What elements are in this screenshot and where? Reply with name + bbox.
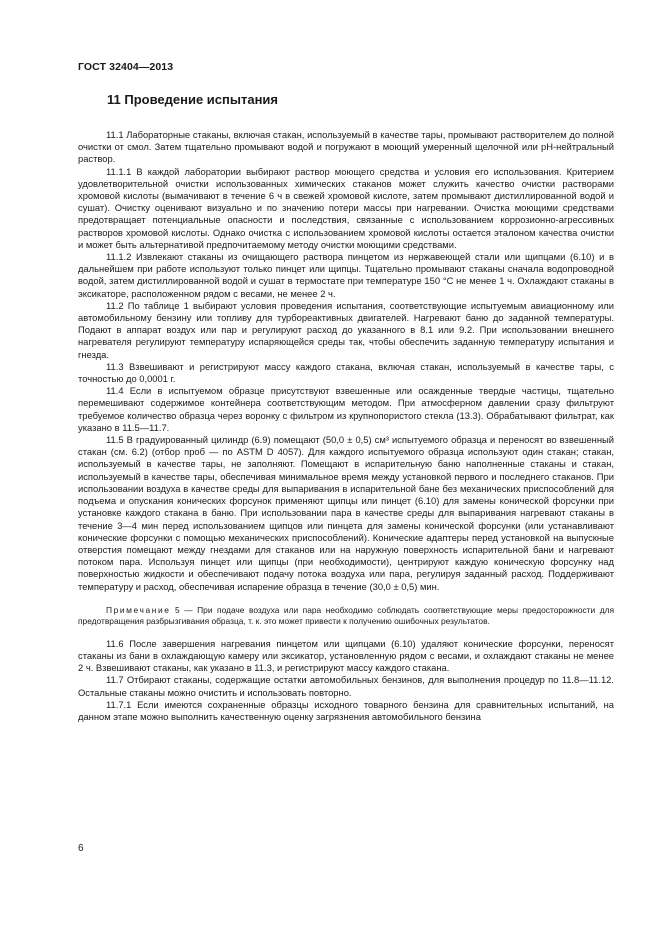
paragraph-11-1-1: 11.1.1 В каждой лаборатории выбирают раствор моющего средства и условия его использования. Критерием удовлетворительной очистки использованных химических стаканов может служить качество очистки растворами хромовой кислоты (вымачивают в течение 6 ч в свежей хромовой кислоте, затем промывают дистиллированной водой и сушат). Очистку оценивают визуально и по значению потери массы при нагревании. Очистка моющими средствами предотвращает потенциальные опасности и последствия, связанные с использованием коррозионно-агрессивных растворов хромовой кислоты. Однако очистка с использованием хромовой кислоты остается эталоном качества очистки и может быть альтернативой предпочитаемому методу очистки моющими средствами. — [78, 165, 614, 250]
paragraph-11-2: 11.2 По таблице 1 выбирают условия проведения испытания, соответствующие испытуемым авиационному или автомобильному бензину или топливу для турбореактивных двигателей. Нагревают баню до заданной температуры. Подают в аппарат воздух или пар и регулируют расход до указанного в 8.1 или 9.2. При использовании внешнего нагревателя регулируют температуру испаряющейся среды так, чтобы обеспечить заданную температуру испытания и гнезда. — [78, 299, 614, 360]
body-text — [78, 129, 614, 723]
note-number: 5 — [175, 604, 180, 615]
paragraph-11-6: 11.6 После завершения нагревания пинцетом или щипцами (6.10) удаляют конические форсунки, переносят стаканы из бани в охлаждающую камеру или эксикатор, установленную рядом с весами, и охлаждают стаканы не менее 2 ч. Взвешивают стаканы, как указано в 11.3, и регистрируют массу каждого стакана. — [78, 637, 614, 674]
note-5 — [78, 605, 614, 627]
note-text: — При подаче воздуха или пара необходимо соблюдать соответствующие меры предосторожности для предотвращения разбрызгивания образца, т. к. это может привести к получению ошибочных результатов. — [78, 604, 615, 626]
paragraph-11-1-2: 11.1.2 Извлекают стаканы из очищающего раствора пинцетом из нержавеющей стали или щипцами (6.10) и в дальнейшем при работе используют только пинцет или щипцы. Тщательно промывают стаканы сначала водопроводной водой, затем дистиллированной водой и сушат в термостате при температуре 150 °С не менее 1 ч. Охлаждают стаканы в эксикаторе, расположенном рядом с весами, не менее 2 ч. — [78, 251, 614, 299]
document-code: ГОСТ 32404—2013 — [78, 61, 174, 73]
paragraph-11-7: 11.7 Отбирают стаканы, содержащие остатки автомобильных бензинов, для выполнения процедур по 11.8—11.12. Остальные стаканы можно очистить и использовать повторно. — [78, 674, 614, 698]
note-label: Примечание — [106, 604, 171, 615]
section-title: 11 Проведение испытания — [107, 92, 278, 107]
paragraph-11-1: 11.1 Лабораторные стаканы, включая стакан, используемый в качестве тары, промывают растворителем до полной очистки от смол. Затем тщательно промывают водой и погружают в моющий умеренный щелочной или pH-нейтральный раствор. — [78, 129, 614, 165]
paragraph-11-3: 11.3 Взвешивают и регистрируют массу каждого стакана, включая стакан, используемый в качестве тары, с точностью до 0,0001 г. — [78, 360, 614, 385]
page-number: 6 — [78, 843, 84, 854]
paragraph-11-5: 11.5 В градуированный цилиндр (6.9) помещают (50,0 ± 0,5) см³ испытуемого образца и переносят во взвешенный стакан (см. 6.2) (отбор проб — по ASTM D 4057). Для каждого испытуемого образца используют один стакан; стакан, используемый в качестве тары, не заполняют. Помещают в испарительную баню наполненные стаканы и стакан, используемый в качестве тары, обеспечивая минимальное время между установкой первого и последнего стаканов. При использовании воздуха в качестве среды для выпаривания в испарительной бане без механических приспособлений для подъема и опускания конических форсунок применяют щипцы или пинцет (6.10) для замены конической форсунки при установке каждого стакана в баню. При использовании пара в качестве среды для выпаривания нагревают стаканы в течение 3—4 мин перед использованием щипцов или пинцета для замены конической форсунки (или устанавливают конические форсунки с помощью механических приспособлений). Конические адаптеры перед установкой на выпускные отверстия помещают между гнездами для стаканов или на наружную поверхность испарительной бани и нагревают потоком пара. Используя пинцет или щипцы (при необходимости), центрируют каждую коническую форсунку над поверхностью жидкости и обеспечивают подачу потока воздуха или пара, регулируя заданный расход. Поддерживают температуру и расход, обеспечивая испарение образца в течение (30,0 ± 0,5) мин. — [78, 434, 614, 592]
paragraph-11-7-1: 11.7.1 Если имеются сохраненные образцы исходного товарного бензина для сравнительных испытаний, на данном этапе можно выполнить качественную оценку загрязнения автомобильного бензина — [78, 698, 614, 722]
paragraph-11-4: 11.4 Если в испытуемом образце присутствуют взвешенные или осажденные твердые частицы, тщательно перемешивают содержимое контейнера соответствующим методом. При атмосферном давлении сразу фильтруют требуемое количество образца через воронку с фильтром из крупнопористого стекла (13.3). Обрабатывают фильтрат, как указано в 11.5—11.7. — [78, 385, 614, 433]
